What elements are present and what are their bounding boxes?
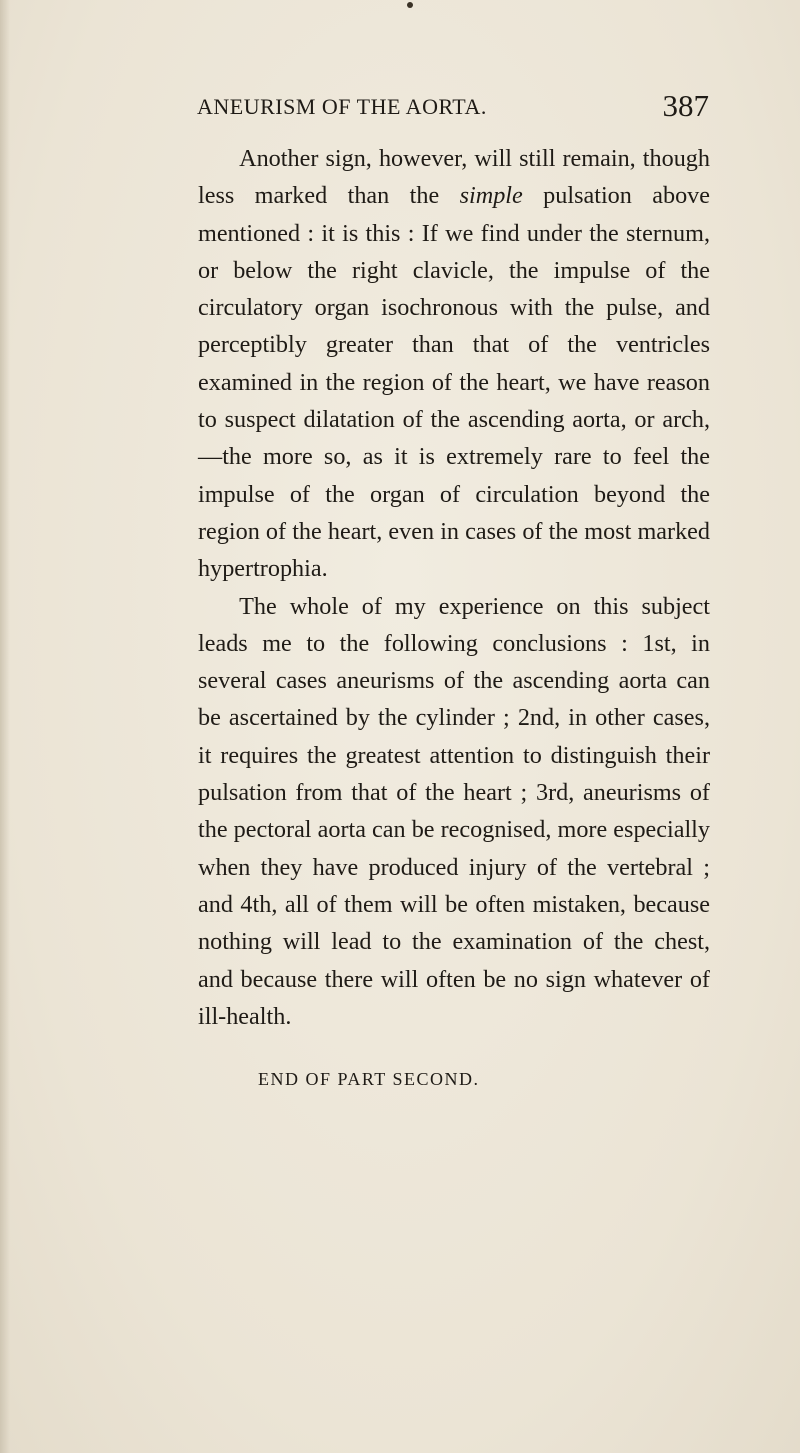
body-text	[198, 140, 710, 1035]
page-edge-shadow	[0, 0, 10, 1453]
paragraph-2: The whole of my experience on this subject leads me to the following conclusions : 1st, in several cases aneurisms of the ascending aorta can be ascertained by the cylinder ; 2nd, in other cases, it requires the greatest attention to distinguish their pulsation from that of the heart ; 3rd, aneurisms of the pectoral aorta can be recognised, more especially when they have produced injury of the vertebral ; and 4th, all of them will be often mistaken, because nothing will lead to the examination of the chest, and because there will often be no sign whatever of ill-health.	[198, 592, 710, 1030]
end-of-part-mark: END OF PART SECOND.	[258, 1069, 480, 1089]
paragraph-1: Another sign, however, will still remain, though less marked than the simple pulsation above mentioned : it is this : If we find under the sternum, or below the right clavicle, the impulse of the circulatory organ isochronous with the pulse, and perceptibly greater than that of the ventricles examined in the region of the heart, we have reason to suspect dilatation of the ascending aorta, or arch,—the more so, as it is extremely rare to feel the impulse of the organ of circulation beyond the region of the heart, even in cases of the most marked hypertrophia.	[198, 145, 710, 583]
running-title: ANEURISM OF THE AORTA.	[197, 94, 487, 119]
ink-speck	[407, 2, 413, 8]
running-header	[197, 88, 709, 128]
page-number: 387	[662, 88, 709, 123]
emphasis-simple: simple	[459, 182, 523, 210]
